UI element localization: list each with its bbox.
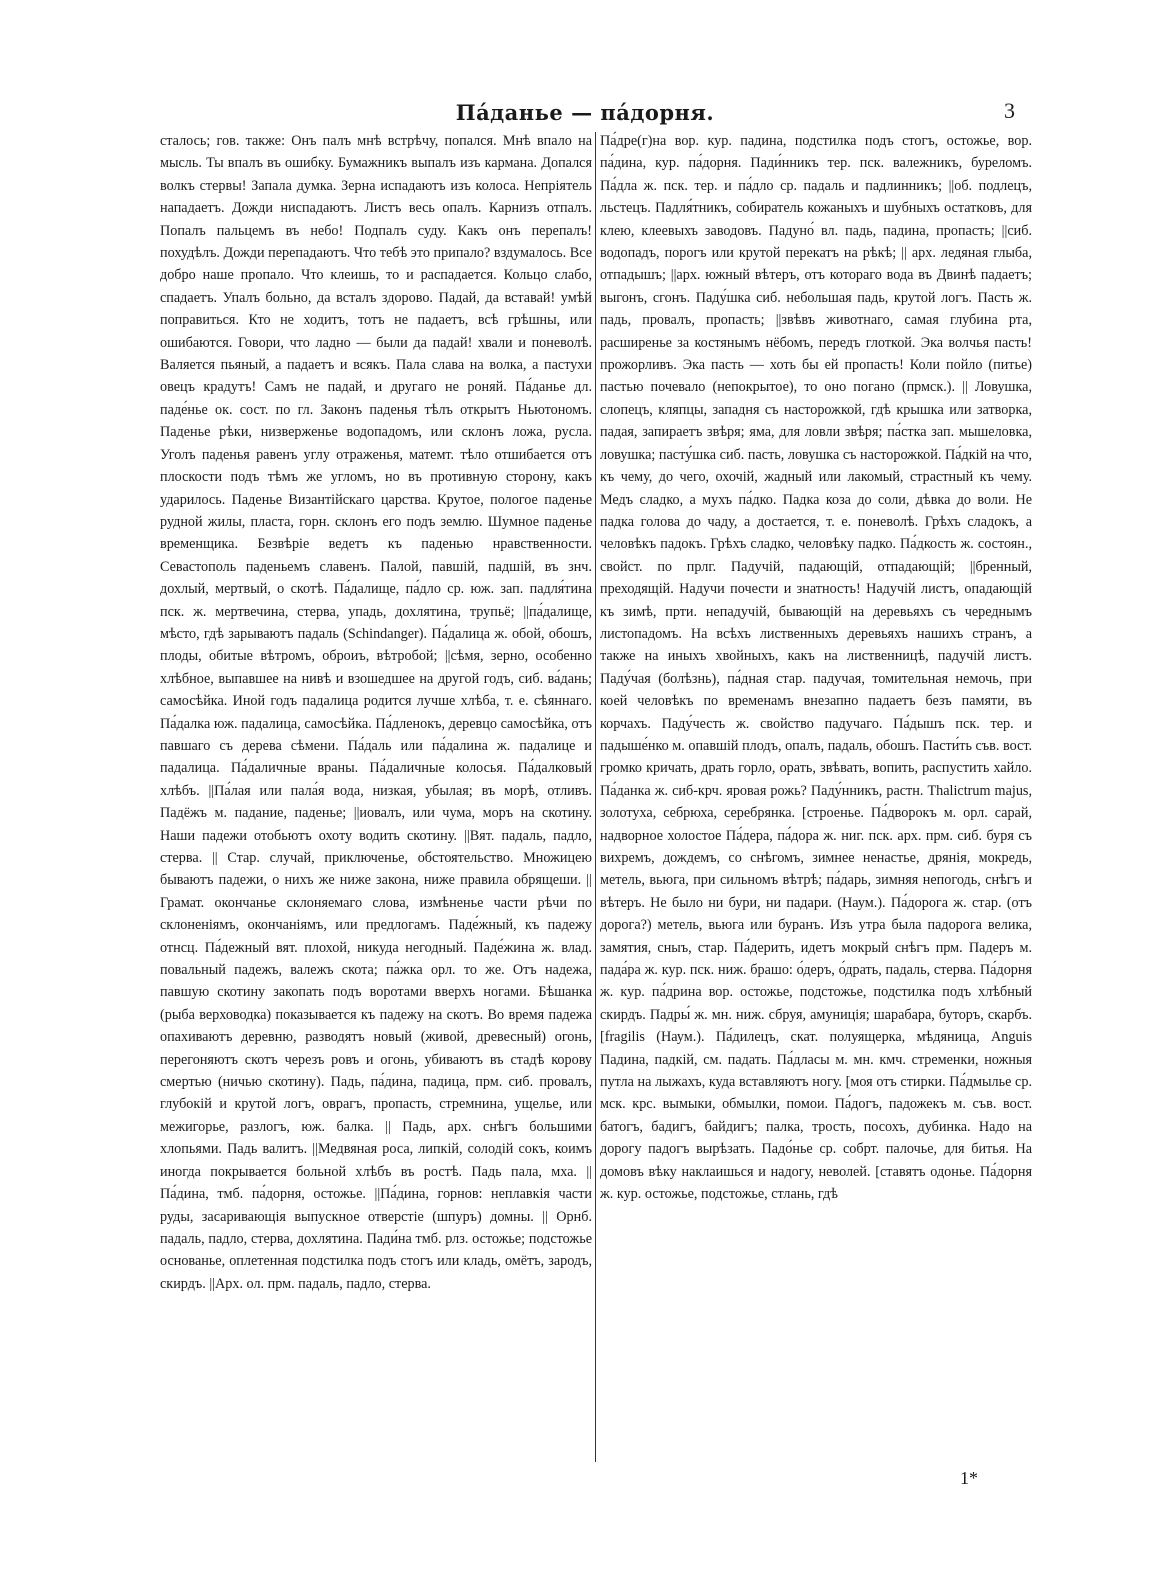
running-title: Па́данье — па́дорня. [455, 100, 715, 125]
right-column [600, 130, 1032, 1465]
page-number: 3 [1004, 98, 1015, 123]
left-column [160, 130, 592, 1465]
left-column-text: сталось; гов. также: Онъ палъ мнѣ встрѣчу, попался. Мнѣ впало на мысль. Ты впалъ въ ошибку. Бумажникъ выпалъ изъ кармана. Допался волкъ стервы! Запала думка. Зерна испадаютъ изъ колоса. Непріятель нападаетъ. Дожди ниспадаютъ. Листъ весь опалъ. Карнизъ отпалъ. Попалъ пальцемъ въ небо! Подпалъ суду. Какъ онъ перепалъ! похудѣлъ. Дожди перепадаютъ. Что тебѣ это припало? вздумалось. Все добро наше пропало. Что клеишь, то и распадается. Кольцо слабо, спадаетъ. Упалъ больно, да всталъ здорово. Падай, да вставай! умѣй поправиться. Кто не ходитъ, тотъ не падаетъ, всѣ грѣшны, или ошибаются. Говори, что ладно — были да падай! хвали и поневолѣ. Валяется пьяный, а падаетъ и всякъ. Пала слава на волка, а пастухи овецъ крадутъ! Самъ не падай, и другаго не роняй. Па́данье дл. паде́нье ок. сост. по гл. Законъ паденья тѣлъ открытъ Ньютономъ. Паденье рѣки, низверженье водопадомъ, или склонъ ложа, русла. Уголъ паденья равенъ углу отраженья, матемт. тѣло отшибается отъ плоскости подъ тѣмъ же угломъ, но въ противную сторону, какъ ударилось. Паденье Византійскаго царства. Крутое, пологое паденье рудной жилы, пласта, горн. склонъ его подъ землю. Шумное паденье временщика. Безвѣріе ведетъ къ паденью нравственности. Севастополь паденьемъ славенъ. Палой, павшій, падшій, въ знч. дохлый, мертвый, о скотѣ. Па́далище, па́дло ср. юж. зап. падля́тина пск. ж. мертвечина, стерва, упадь, дохлятина, трупьё; ||па́далище, мѣсто, гдѣ зарываютъ падаль (Schindanger). Па́далица ж. обой, обошъ, плоды, обитые вѣтромъ, оброиъ, вѣтробой; ||сѣмя, зерно, особенно хлѣбное, выпавшее на нивѣ и взошедшее на другой годъ, сиб. ва́дань; самосѣйка. Иной годъ падалица родится лучше хлѣба, т. е. сѣяннаго. Па́далка юж. падалица, самосѣйка. Па́дленокъ, деревцо самосѣйка, отъ павшаго съ дерева сѣмени. Па́даль или па́далина ж. падалице и падалица. Па́даличные враны. Па́даличные колосья. Па́далковый хлѣбъ. ||Па́лая или пала́я вода, низкая, убылая; въ морѣ, отливъ. Падёжъ м. падание, паденье; ||иовалъ, или чума, моръ на скотину. Наши падежи отобьютъ охоту водить скотину. ||Вят. падаль, падло, стерва. || Стар. случай, приключенье, обстоятельство. Множицею бываютъ падежи, о нихъ же ниже закона, ниже правила обрящеши. ||Грамат. окончанье склоняемаго слова, измѣненье части рѣчи по склоненіямъ, окончаніямъ, или предлогамъ. Паде́жный, къ падежу отнсц. Па́дежный вят. плохой, никуда негодный. Паде́жина ж. влад. повальный падежъ, валежъ скота; па́жка орл. то же. Отъ надежа, павшую скотину закопать подъ воротами вверхъ ногами. Бѣшанка (рыба верховодка) показывается къ падежу на скотъ. Во время падежа опахиваютъ деревню, разводятъ новый (живой, древесный) огонь, перегоняютъ скотъ черезъ ровъ и огонь, убиваютъ въ стадѣ корову смертью (ничью скотину). Падь, па́дина, падица, прм. сиб. провалъ, глубокій и крутой логъ, оврагъ, пропасть, стремнина, ущелье, или межигорье, разлогъ, юж. балка. || Падь, арх. снѣгъ большими хлопьями. Падь валитъ. ||Медвяная роса, липкій, солодій сокъ, коимъ иногда покрывается больной хлѣбъ въ ростѣ. Падь пала, мха. || Па́дина, тмб. па́дорня, остожье. ||Па́дина, горнов: неплавкія части руды, засаривающія выпускное отверстіе (шпуръ) домны. || Орнб. падаль, падло, стерва, дохлятина. Пади́на тмб. рлз. остожье; подстожье основанье, оплетенная подстилка подъ стогъ или кладь, омётъ, зародъ, скирдъ. ||Арх. ол. прм. падаль, падло, стерва. [160, 133, 592, 1292]
right-column-text: Па́дре(г)на вор. кур. падина, подстилка подъ стогъ, остожье, вор. па́дина, кур. па́дорня. Пади́нникъ тер. пск. валежникъ, буреломъ. Па́дла ж. пск. тер. и па́дло ср. падаль и падлинникъ; ||об. подлецъ, льстецъ. Падля́тникъ, собиратель кожаныхъ и шубныхъ остатковъ, для клею, клеевыхъ заводовъ. Падуно́ вл. падь, падина, пропасть; ||сиб. водопадъ, порогъ или крутой перекатъ на рѣкѣ; || арх. ледяная глыба, отпадышъ; ||арх. южный вѣтеръ, отъ котораго вода въ Двинѣ падаетъ; выгонъ, сгонъ. Паду́шка сиб. небольшая падь, крутой логъ. Пасть ж. падь, провалъ, пропасть; ||звѣвъ животнаго, самая глубина рта, расширенье за костянымъ нёбомъ, передъ глоткой. Эка волчья пасть! прожорливъ. Эка пасть — хоть бы ей пропасть! Коли пойло (питье) пастью почевало (непокрытое), то оно погано (прмск.). || Ловушка, слопецъ, кляпцы, западня съ насторожкой, гдѣ крышка или затворка, падая, запираетъ звѣря; яма, для ловли звѣря; па́стка зап. мышеловка, ловушка; пасту́шка сиб. пасть, ловушка съ насторожкой. Па́дкій на что, къ чему, до чего, охочій, жадный или лакомый, страстный къ чему. Медъ сладко, а мухъ па́дко. Падка коза до соли, дѣвка до воли. Не падка голова до чаду, а достается, т. е. поневолѣ. Грѣхъ сладокъ, а человѣкъ падокъ. Грѣхъ сладко, человѣку падко. Па́дкость ж. состоян., свойст. по прлг. Падучій, падающій, отпадающій; ||бренный, преходящій. Надучи почести и знатность! Надучій листъ, опадающій къ зимѣ, прти. непадучій, бывающій на деревьяхъ съ череднымъ листопадомъ. На всѣхъ лиственныхъ деревьяхъ нашихъ странъ, а также на иныхъ хвойныхъ, какъ на лиственницѣ, падучій листъ. Паду́чая (болѣзнь), па́дная стар. падучая, томительная немочь, при коей человѣкъ по временамъ внезапно падаетъ безъ памяти, въ корчахъ. Паду́честь ж. свойство падучаго. Па́дышъ пск. тер. и падыше́нко м. опавшій плодъ, опалъ, падаль, обошъ. Пасти́ть съв. вост. громко кричать, драть горло, орать, звѣвать, вопить, распустить хайло. Па́данка ж. сиб-крч. яровая рожь? Паду́нникъ, растн. Thalictrum majus, золотуха, себрюха, серебрянка. [строенье. Па́дворокъ м. орл. сарай, надворное холостое Па́дера, па́дора ж. ниг. пск. арх. прм. сиб. буря съ вихремъ, дождемъ, со снѣгомъ, зимнее ненастье, дрянія, мокредь, метель, вьюга, при сильномъ вѣтрѣ; па́дарь, зимняя непогодь, снѣгъ и вѣтеръ. Не было ни бури, ни падари. (Наум.). Па́дорога ж. стар. (отъ дорога?) метель, вьюга или буранъ. Изъ утра была падорога велика, замятия, сныъ, стар. Па́дерить, идетъ мокрый снѣгъ прм. Падеръ м. пада́ра ж. кур. пск. ниж. брашо: о́деръ, о́драть, падаль, стерва. Па́дорня ж. кур. па́дрина вор. остожье, подстожье, подстилка подъ хлѣбный скирдъ. Падры́ ж. мн. ниж. сбруя, амуниція; шарабара, буторъ, скарбъ. [fragilis (Наум.). Па́дилецъ, скат. полуящерка, мѣдяница, Anguis Падина, падкій, см. падать. Па́дласы м. мн. кмч. стременки, ножныя путла на лыжахъ, куда вставляютъ ногу. [моя отъ стирки. Па́дмылье ср. мск. крс. вымыки, обмылки, помои. Па́догъ, падожекъ м. съв. вост. батогъ, бадигъ, байдигъ; палка, трость, посохъ, дубинка. Надо на дорогу падогъ вырѣзать. Падо́нье ср. собрт. палочье, для битья. На домовъ вѣку наклаишься и надогу, неволей. [ставятъ одонье. Па́дорня ж. кур. остожье, подстожье, стлань, гдѣ [600, 133, 1032, 1203]
signature-mark: 1* [960, 1468, 978, 1488]
column-divider [595, 132, 596, 1462]
